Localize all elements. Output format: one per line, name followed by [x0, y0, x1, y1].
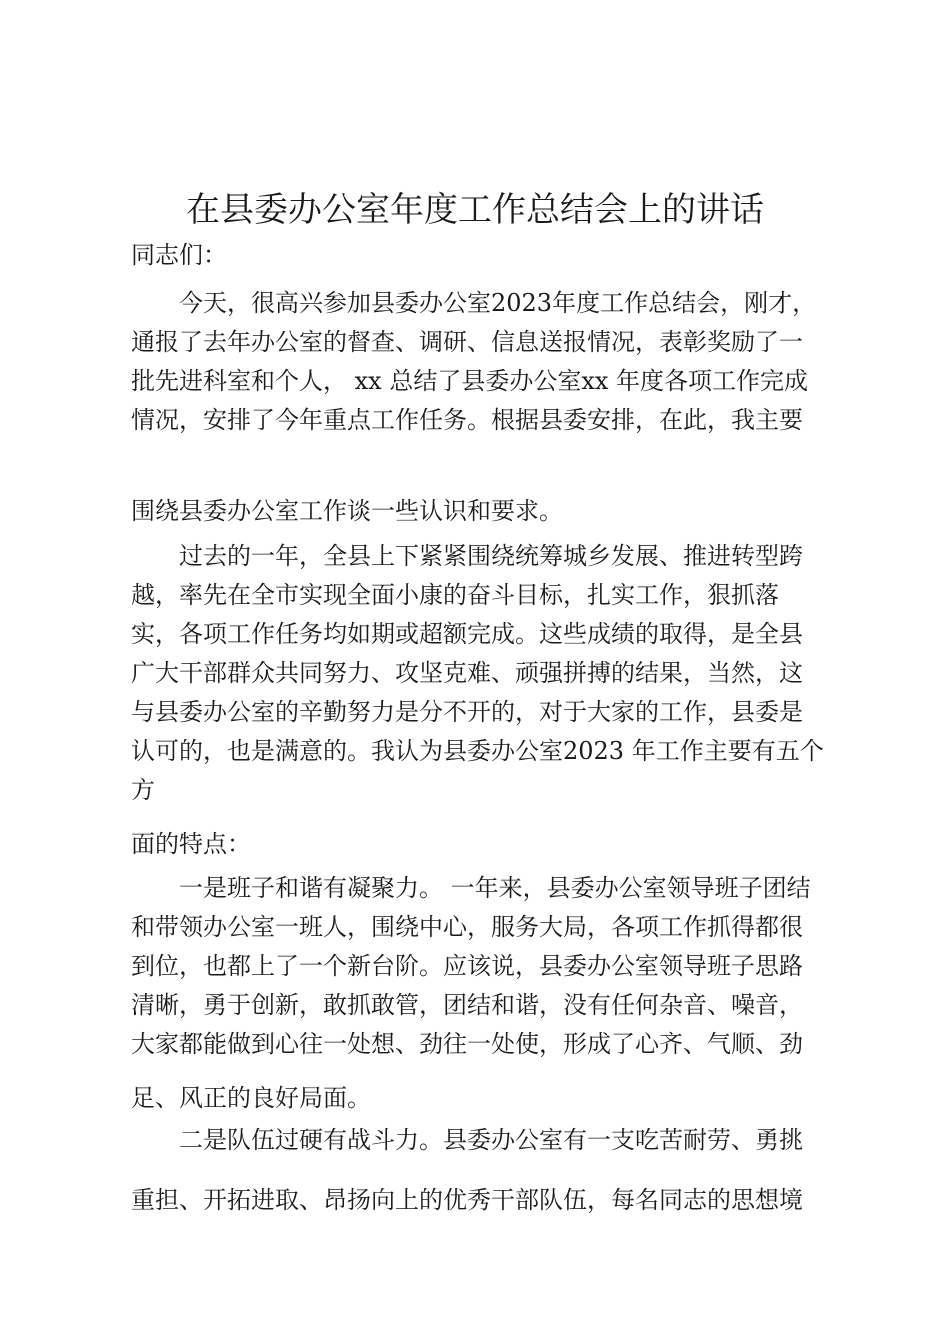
salutation: 同志们： [131, 241, 227, 269]
paragraph-opening-continued: 围绕县委办公室工作谈一些认识和要求。 [131, 497, 563, 525]
paragraph-point-two-continued: 重担、开拓进取、昂扬向上的优秀干部队伍，每名同志的思想境 [131, 1186, 803, 1214]
paragraph-point-two: 二是队伍过硬有战斗力。县委办公室有一支吃苦耐劳、勇挑 [179, 1126, 803, 1154]
paragraph-opening: 今天，很高兴参加县委办公室2023年度工作总结会，刚才， 通报了去年办公室的督查、调研、信息送报情况，表彰奖励了一 批先进科室和个人， xx 总结了县委办公室xx 年度各项工作完成 情况，安排了今年重点工作任务。根据县委安排，在此，我主要 [131, 289, 817, 434]
paragraph-review-continued: 面的特点： [131, 830, 251, 858]
paragraph-review: 过去的一年，全县上下紧紧围绕统筹城乡发展、推进转型跨越，率先在全市实现全面小康的奋斗目标，扎实工作，狠抓落实，各项工作任务均如期或超额完成。这些成绩的取得，是全县广大干部群众共同努力、攻坚克难、顽强拼搏的结果，当然，这与县委办公室的辛勤努力是分不开的，对于大家的工作，县委是认可的，也是满意的。我认为县委办公室2023 年工作主要有五个方 [131, 542, 824, 804]
paragraph-point-one: 一是班子和谐有凝聚力。 一年来，县委办公室领导班子团结和带领办公室一班人，围绕中心，服务大局，各项工作抓得都很到位，也都上了一个新台阶。应该说，县委办公室领导班子思路清晰，勇于创新，敢抓敢管，团结和谐，没有任何杂音、噪音，大家都能做到心往一处想、劲往一处使，形成了心齐、气顺、劲 [131, 874, 811, 1058]
document-title: 在县委办公室年度工作总结会上的讲话 [186, 190, 764, 230]
paragraph-point-one-continued: 足、风正的良好局面。 [131, 1084, 371, 1112]
